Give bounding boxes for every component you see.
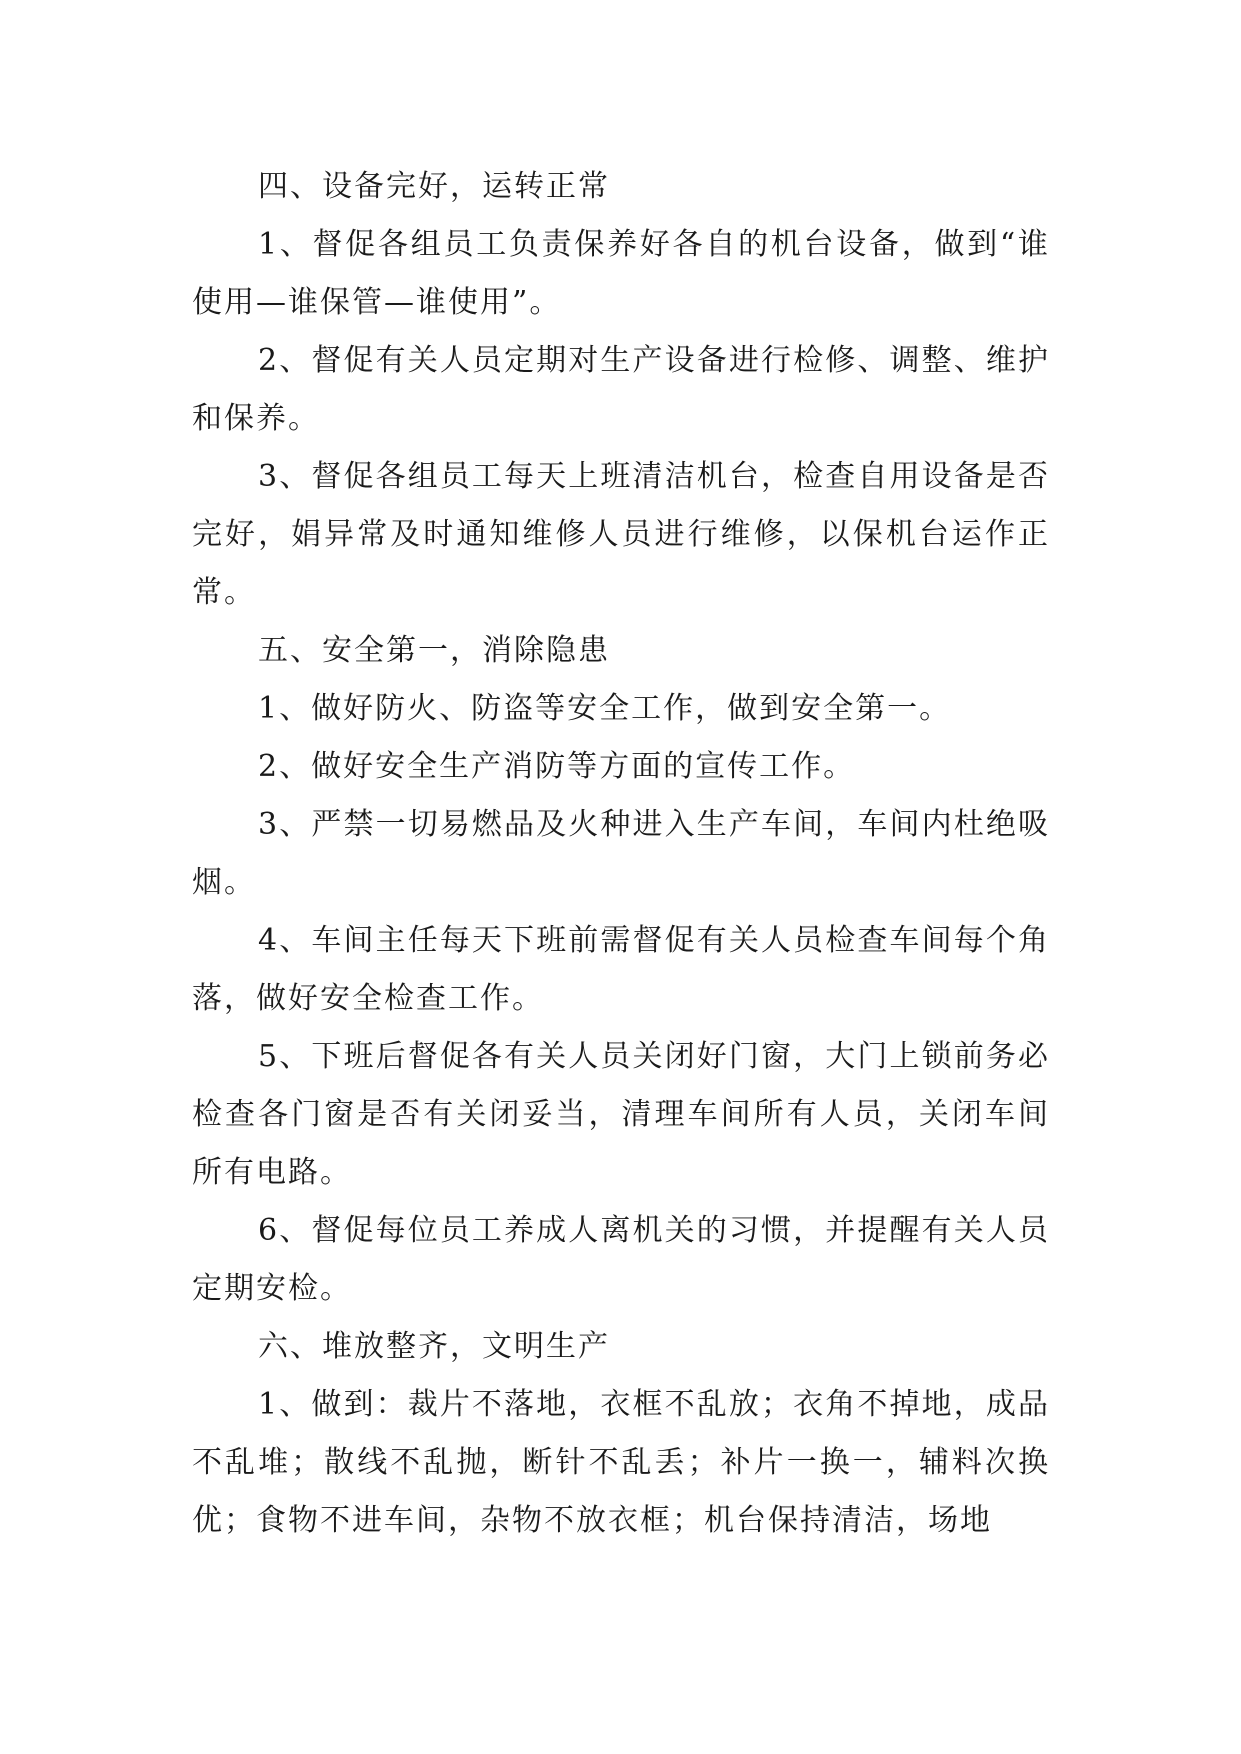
- paragraph-tidiness-1: 1、做到：裁片不落地，衣框不乱放；衣角不掉地，成品不乱堆；散线不乱抛，断针不乱丢；补片一换一，辅料次换优；食物不进车间，杂物不放衣框；机台保持清洁，场地: [192, 1387, 1050, 1538]
- paragraph-safety-6: 6、督促每位员工养成人离机关的习惯，并提醒有关人员定期安检。: [192, 1213, 1050, 1306]
- paragraph-safety-1: 1、做好防火、防盗等安全工作，做到安全第一。: [258, 691, 952, 726]
- paragraph-equipment-2: 2、督促有关人员定期对生产设备进行检修、调整、维护和保养。: [192, 343, 1050, 436]
- document-page: [192, 158, 1050, 1550]
- section-heading-equipment: 四、设备完好，运转正常: [258, 169, 610, 204]
- paragraph-safety-4: 4、车间主任每天下班前需督促有关人员检查车间每个角落，做好安全检查工作。: [192, 923, 1050, 1016]
- paragraph-safety-3: 3、严禁一切易燃品及火种进入生产车间，车间内杜绝吸烟。: [192, 807, 1050, 900]
- paragraph-equipment-1: 1、督促各组员工负责保养好各自的机台设备，做到“谁使用—谁保管—谁使用”。: [192, 227, 1050, 320]
- paragraph-safety-5: 5、下班后督促各有关人员关闭好门窗，大门上锁前务必检查各门窗是否有关闭妥当，清理车间所有人员，关闭车间所有电路。: [192, 1039, 1050, 1190]
- paragraph-equipment-3: 3、督促各组员工每天上班清洁机台，检查自用设备是否完好，娟异常及时通知维修人员进行维修，以保机台运作正常。: [192, 459, 1050, 610]
- section-heading-safety: 五、安全第一，消除隐患: [258, 633, 610, 668]
- section-heading-tidiness: 六、堆放整齐，文明生产: [258, 1329, 610, 1364]
- paragraph-safety-2: 2、做好安全生产消防等方面的宣传工作。: [258, 749, 856, 784]
